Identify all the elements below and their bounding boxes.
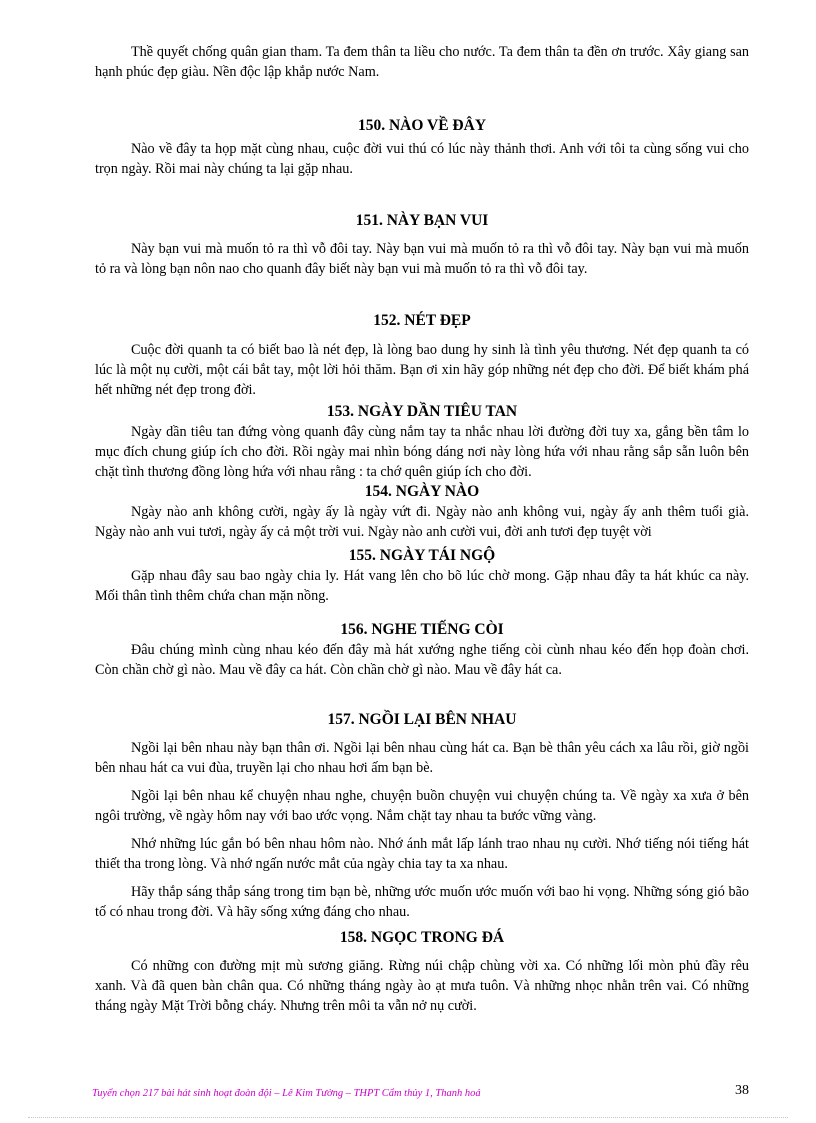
song-paragraph-150: Nào về đây ta họp mặt cùng nhau, cuộc đời vui thú có lúc này thảnh thơi. Anh với tôi ta cùng sống vui cho trọn ngày. Rồi mai này chúng ta lại gặp nhau. [95, 141, 749, 177]
song-title-158: 158. NGỌC TRONG ĐÁ [339, 929, 505, 946]
song-paragraph-156: Đâu chúng mình cùng nhau kéo đến đây mà hát xướng nghe tiếng còi cùnh nhau kéo đến họp đoàn chơi. Còn chần chờ gì nào. Mau về đây ca hát. Còn chần chờ gì nào. Mau về đây hát ca. [95, 642, 749, 678]
song-paragraph-151: Này bạn vui mà muốn tỏ ra thì vỗ đôi tay. Này bạn vui mà muốn tỏ ra thì vỗ đôi tay. Này bạn vui mà muốn tỏ ra và lòng bạn nôn nao cho quanh đây biết này bạn vui mà muốn tỏ ra thì vỗ đôi tay. [95, 241, 749, 277]
song-title-152: 152. NÉT ĐẸP [373, 312, 471, 329]
song-title-155: 155. NGÀY TÁI NGỘ [348, 547, 496, 564]
song-title-150: 150. NÀO VỀ ĐÂY [357, 117, 487, 134]
song-paragraph-152: Cuộc đời quanh ta có biết bao là nét đẹp, là lòng bao dung hy sinh là tình yêu thương. Nét đẹp quanh ta có lúc là một nụ cười, một cái bắt tay, một lời hỏi thăm. Bạn ơi xin hãy góp những nét đẹp cho đời. Để biết khám phá hết những nét đẹp trong đời. [95, 342, 749, 398]
song-paragraph-157-3: Nhớ những lúc gắn bó bên nhau hôm nào. Nhớ ánh mắt lấp lánh trao nhau nụ cười. Nhớ tiếng nói tiếng hát thiết tha trong lòng. Và nhớ ngấn nước mắt của ngày chia tay ta xa nhau. [95, 836, 749, 872]
song-title-153: 153. NGÀY DẦN TIÊU TAN [326, 403, 518, 420]
song-paragraph-157-4: Hãy thắp sáng thắp sáng trong tim bạn bè, những ước muốn ước muốn với bao hi vọng. Những sóng gió bão tố có nhau trong đời. Và hãy sống xứng đáng cho nhau. [95, 884, 749, 920]
page-number: 38 [735, 1083, 749, 1098]
song-title-154: 154. NGÀY NÀO [364, 483, 480, 500]
song-title-157: 157. NGỒI LẠI BÊN NHAU [327, 711, 517, 728]
song-paragraph-157-2: Ngồi lại bên nhau kể chuyện nhau nghe, chuyện buồn chuyện vui chuyện chúng ta. Về ngày xa xưa ở bên ngôi trường, về ngày hôm nay với bao ước vọng. Nắm chặt tay nhau ta bước vững vàng. [95, 788, 749, 824]
song-paragraph-157-1: Ngồi lại bên nhau này bạn thân ơi. Ngồi lại bên nhau cùng hát ca. Bạn bè thân yêu cách xa lâu rồi, giờ ngồi bên nhau hát ca vui đùa, truyền lại cho nhau hơi ấm bạn bè. [95, 740, 749, 776]
page-content [95, 40, 749, 1016]
intro-paragraph: Thề quyết chống quân gian tham. Ta đem thân ta liều cho nước. Ta đem thân ta đền ơn trước. Xây giang san hạnh phúc đẹp giàu. Nền độc lập khắp nước Nam. [95, 44, 749, 80]
song-title-151: 151. NÀY BẠN VUI [355, 212, 489, 229]
song-paragraph-154: Ngày nào anh không cười, ngày ấy là ngày vứt đi. Ngày nào anh không vui, ngày ấy anh thêm tuổi già. Ngày nào anh vui tươi, ngày ấy cả một trời vui. Ngày nào anh cười vui, đời anh tươi đẹp tuyệt vời [95, 504, 749, 540]
bottom-divider [28, 1117, 788, 1118]
song-paragraph-153: Ngày dần tiêu tan đứng vòng quanh đây cùng nắm tay ta nhắc nhau lời đường đời tuy xa, gắng bền tâm lo mục đích chung giúp ích cho đời. Rồi ngày mai nhìn bóng dáng nơi này lòng hứa với nhau rằng sắp sẵn luôn bên chặt tình thương đồng lòng hứa với nhau rằng : ta chớ quên giúp ích cho đời. [95, 424, 749, 480]
footer-text: Tuyển chọn 217 bài hát sinh hoạt đoàn đội – Lê Kim Tường – THPT Cẩm thủy 1, Thanh hoá [92, 1088, 481, 1099]
song-paragraph-158: Có những con đường mịt mù sương giăng. Rừng núi chập chùng vời xa. Có những lối mòn phủ đầy rêu xanh. Và đã quen bàn chân qua. Có những tháng ngày ào ạt mưa tuôn. Và những nhọc nhằn trên vai. Có những tháng ngày Mặt Trời bỗng cháy. Nhưng trên môi ta vẫn nở nụ cười. [95, 958, 749, 1014]
song-paragraph-155: Gặp nhau đây sau bao ngày chia ly. Hát vang lên cho bõ lúc chờ mong. Gặp nhau đây ta hát khúc ca này. Mối thân tình thêm chứa chan mặn nồng. [95, 568, 749, 604]
song-title-156: 156. NGHE TIẾNG CÒI [340, 621, 504, 638]
